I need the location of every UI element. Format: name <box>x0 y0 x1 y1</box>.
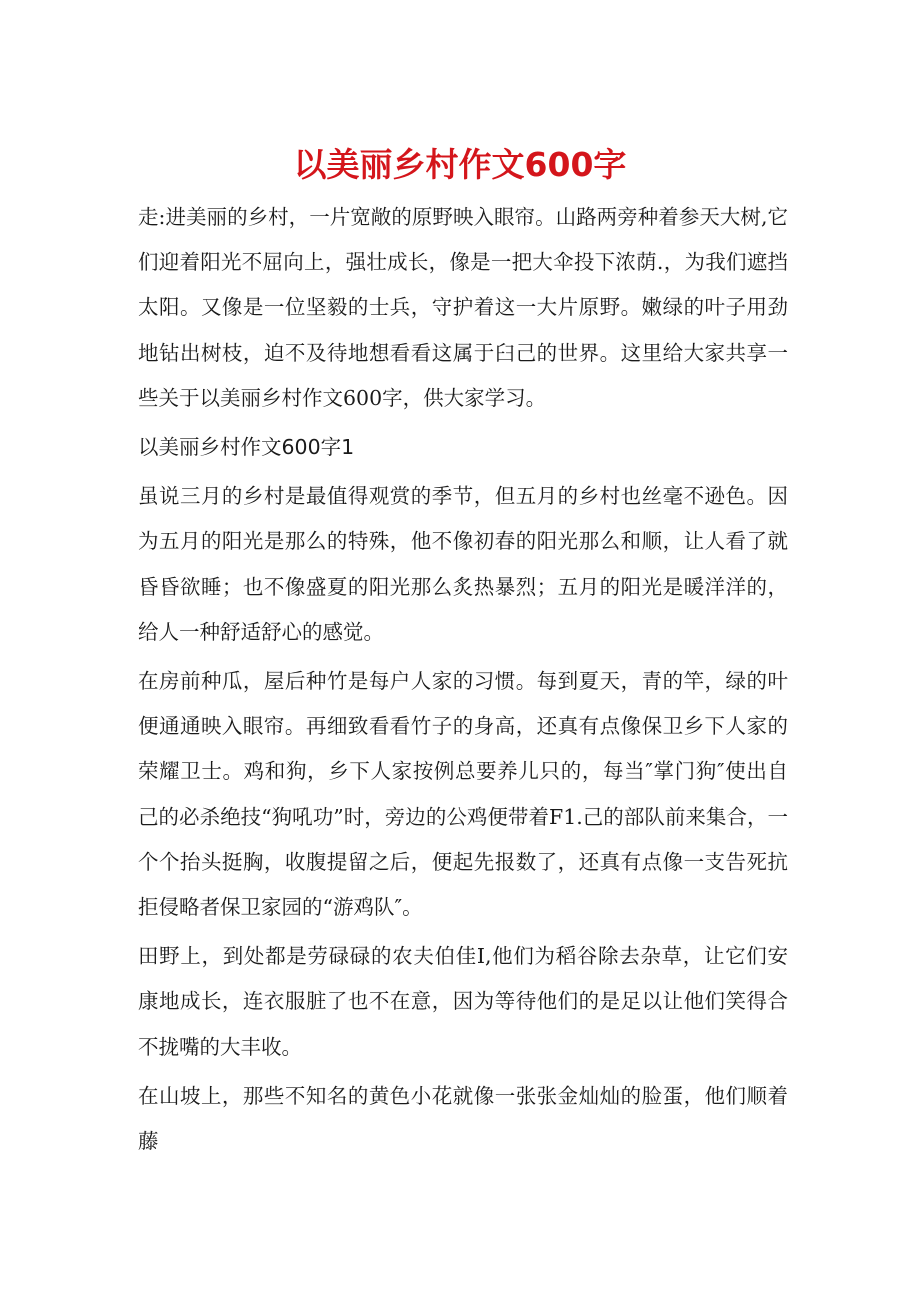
body-paragraph-2: 在房前种瓜，屋后种竹是每户人家的习惯。每到夏天，青的竿，绿的叶便通通映入眼帘。再细致看看竹子的身高，还真有点像保卫乡下人家的荣耀卫士。鸡和狗，乡下人家按例总要养儿只的，每当″掌门狗″使出自己的必杀绝技“狗吼功”时，旁边的公鸡便带着F1.己的部队前来集合，一个个抬头挺胸，收腹提留之后，便起先报数了，还真有点像一支告死抗拒侵略者保卫家园的“游鸡队″。 <box>138 669 788 920</box>
section-heading: 以美丽乡村作文600字1 <box>138 435 355 460</box>
document-body <box>138 195 788 1168</box>
body-paragraph-3: 田野上，到处都是劳碌碌的农夫伯佳I,他们为稻谷除去杂草，让它们安康地成长，连衣服脏了也不在意，因为等待他们的是足以让他们笑得合不拢嘴的大丰收。 <box>138 944 788 1059</box>
intro-paragraph: 走:进美丽的乡村，一片宽敞的原野映入眼帘。山路两旁种着参天大树,它们迎着阳光不屈向上，强壮成长，像是一把大伞投下浓荫.，为我们遮挡太阳。又像是一位坚毅的士兵，守护着这一大片原野。嫩绿的叶子用劲地钻出树枝，迫不及待地想看看这属于臼己的世界。这里给大家共享一些关于以美丽乡村作文600字，供大家学习。 <box>138 205 788 410</box>
body-paragraph-1: 虽说三月的乡村是最值得观赏的季节，但五月的乡村也丝毫不逊色。因为五月的阳光是那么的特殊，他不像初春的阳光那么和顺，让人看了就昏昏欲睡；也不像盛夏的阳光那么炙热暴烈；五月的阳光是暖洋洋的，给人一种舒适舒心的感觉。 <box>138 484 788 644</box>
page-title: 以美丽乡村作文600字 <box>293 145 627 184</box>
body-paragraph-4: 在山坡上，那些不知名的黄色小花就像一张张金灿灿的脸蛋，他们顺着藤 <box>138 1083 788 1154</box>
